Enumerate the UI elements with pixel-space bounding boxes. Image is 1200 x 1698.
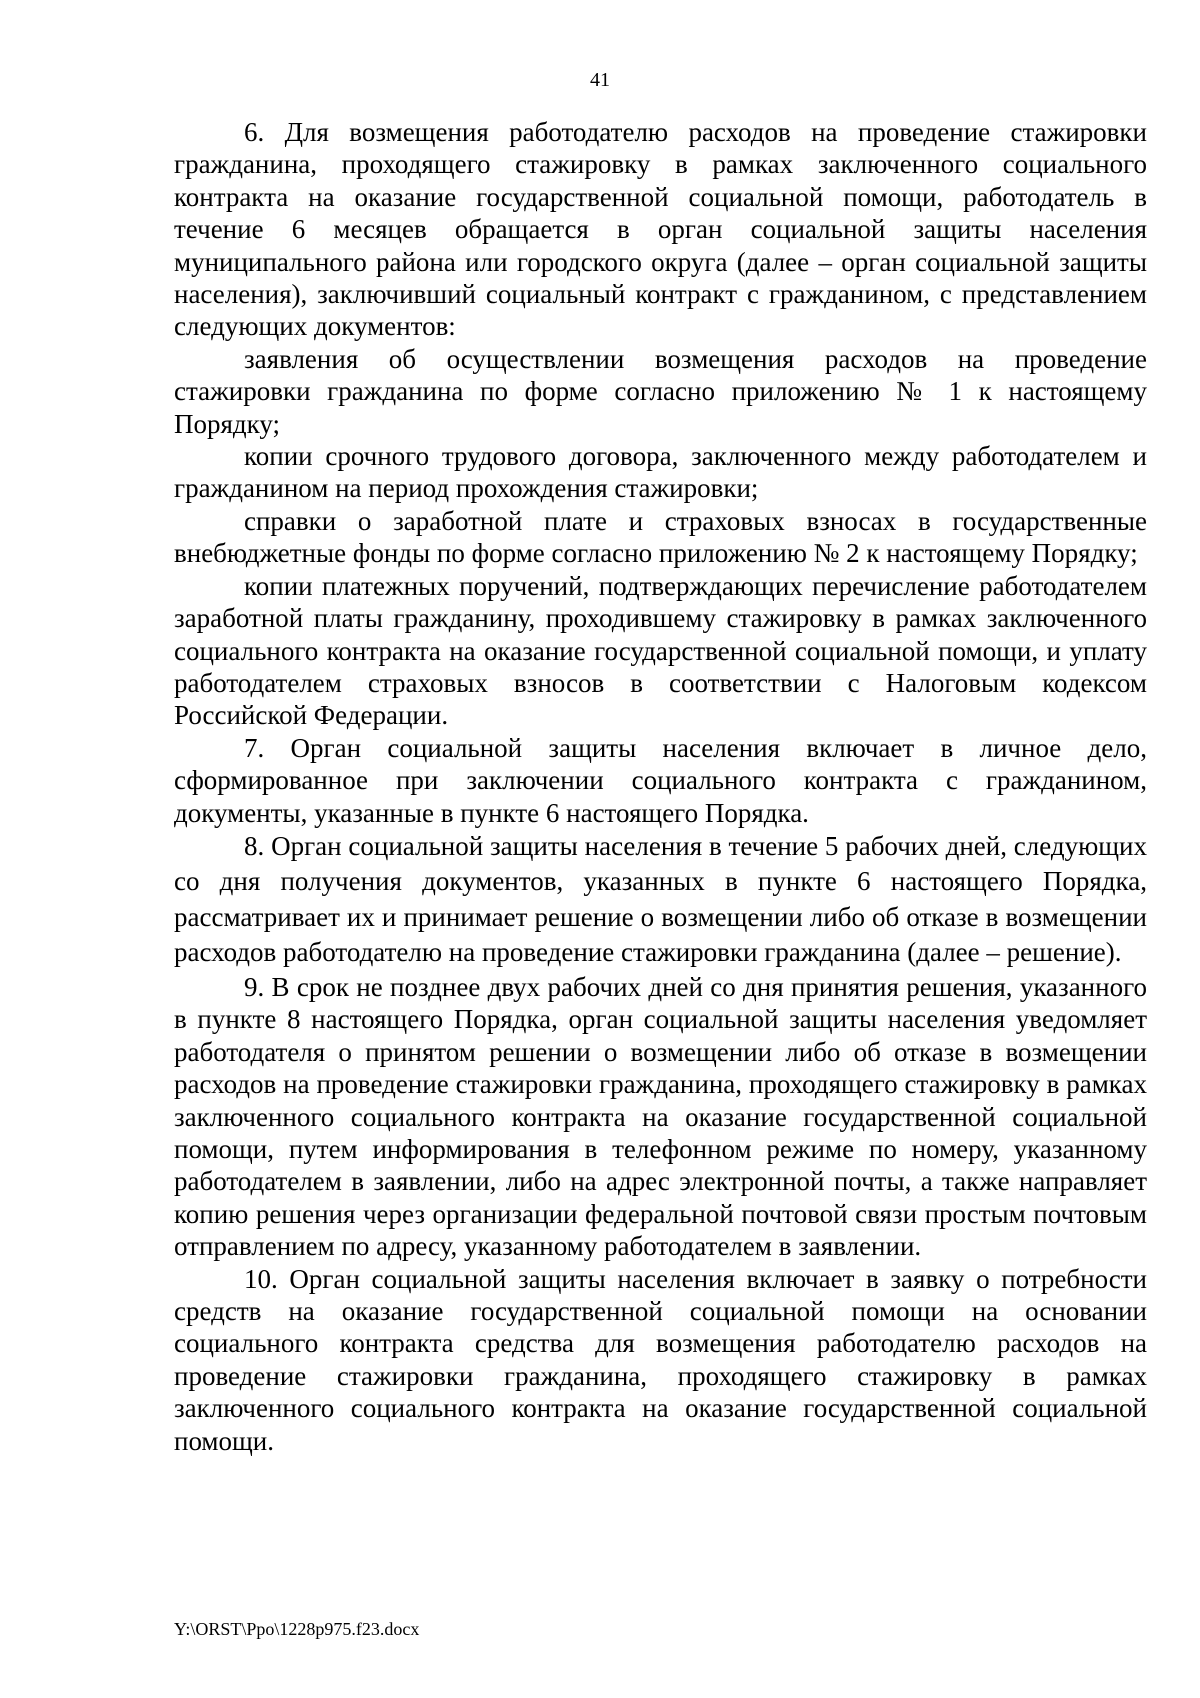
paragraph-6: 6. Для возмещения работодателю расходов на проведение стажировки гражданина, проходящего стажировку в рамках заключенного социального контракта на оказание государственной социальной помощи, работодатель в течение 6 месяцев обращается в орган социальной защиты населения муниципального района или городского округа (далее – орган социальной защиты населения), заключивший социальный контракт с гражданином, с представлением следующих документов:: [174, 117, 1147, 342]
paragraph-8: 8. Орган социальной защиты населения в течение 5 рабочих дней, следующих со дня получения документов, указанных в пункте 6 настоящего Порядка, рассматривает их и принимает решение о возмещении либо об отказе в возмещении расходов работодателю на проведение стажировки гражданина (далее – решение).: [174, 830, 1147, 968]
page-number: 41: [590, 69, 610, 91]
paragraph-10: 10. Орган социальной защиты населения включает в заявку о потребности средств на оказание государственной социальной помощи на основании социального контракта средства для возмещения работодателю расходов на проведение стажировки гражданина, проходящего стажировку в рамках заключенного социального контракта на оказание государственной социальной помощи.: [174, 1263, 1147, 1456]
list-item-salary-certificate: справки о заработной плате и страховых взносах в государственные внебюджетные фонды по форме согласно приложению № 2 к настоящему Порядку;: [174, 505, 1147, 569]
list-item-contract-copy: копии срочного трудового договора, заключенного между работодателем и гражданином на период прохождения стажировки;: [174, 441, 1147, 504]
paragraph-7: 7. Орган социальной защиты населения включает в личное дело, сформированное при заключении социального контракта с гражданином, документы, указанные в пункте 6 настоящего Порядка.: [174, 732, 1147, 828]
file-path-footer: Y:\ORST\Ppo\1228p975.f23.docx: [174, 1619, 420, 1639]
document-body: [174, 116, 1147, 1457]
list-item-application: заявления об осуществлении возмещения расходов на проведение стажировки гражданина по форме согласно приложению № 1 к настоящему Порядку;: [174, 343, 1147, 439]
list-item-payment-orders: копии платежных поручений, подтверждающих перечисление работодателем заработной платы гражданину, проходившему стажировку в рамках заключенного социального контракта на оказание государственной социальной помощи, и уплату работодателем страховых взносов в соответствии с Налоговым кодексом Российской Федерации.: [174, 570, 1147, 731]
paragraph-9: 9. В срок не позднее двух рабочих дней со дня принятия решения, указанного в пункте 8 настоящего Порядка, орган социальной защиты населения уведомляет работодателя о принятом решении о возмещении либо об отказе в возмещении расходов на проведение стажировки гражданина, проходящего стажировку в рамках заключенного социального контракта на оказание государственной социальной помощи, путем информирования в телефонном режиме по номеру, указанному работодателем в заявлении, либо на адрес электронной почты, а также направляет копию решения через организации федеральной почтовой связи простым почтовым отправлением по адресу, указанному работодателем в заявлении.: [174, 971, 1147, 1262]
